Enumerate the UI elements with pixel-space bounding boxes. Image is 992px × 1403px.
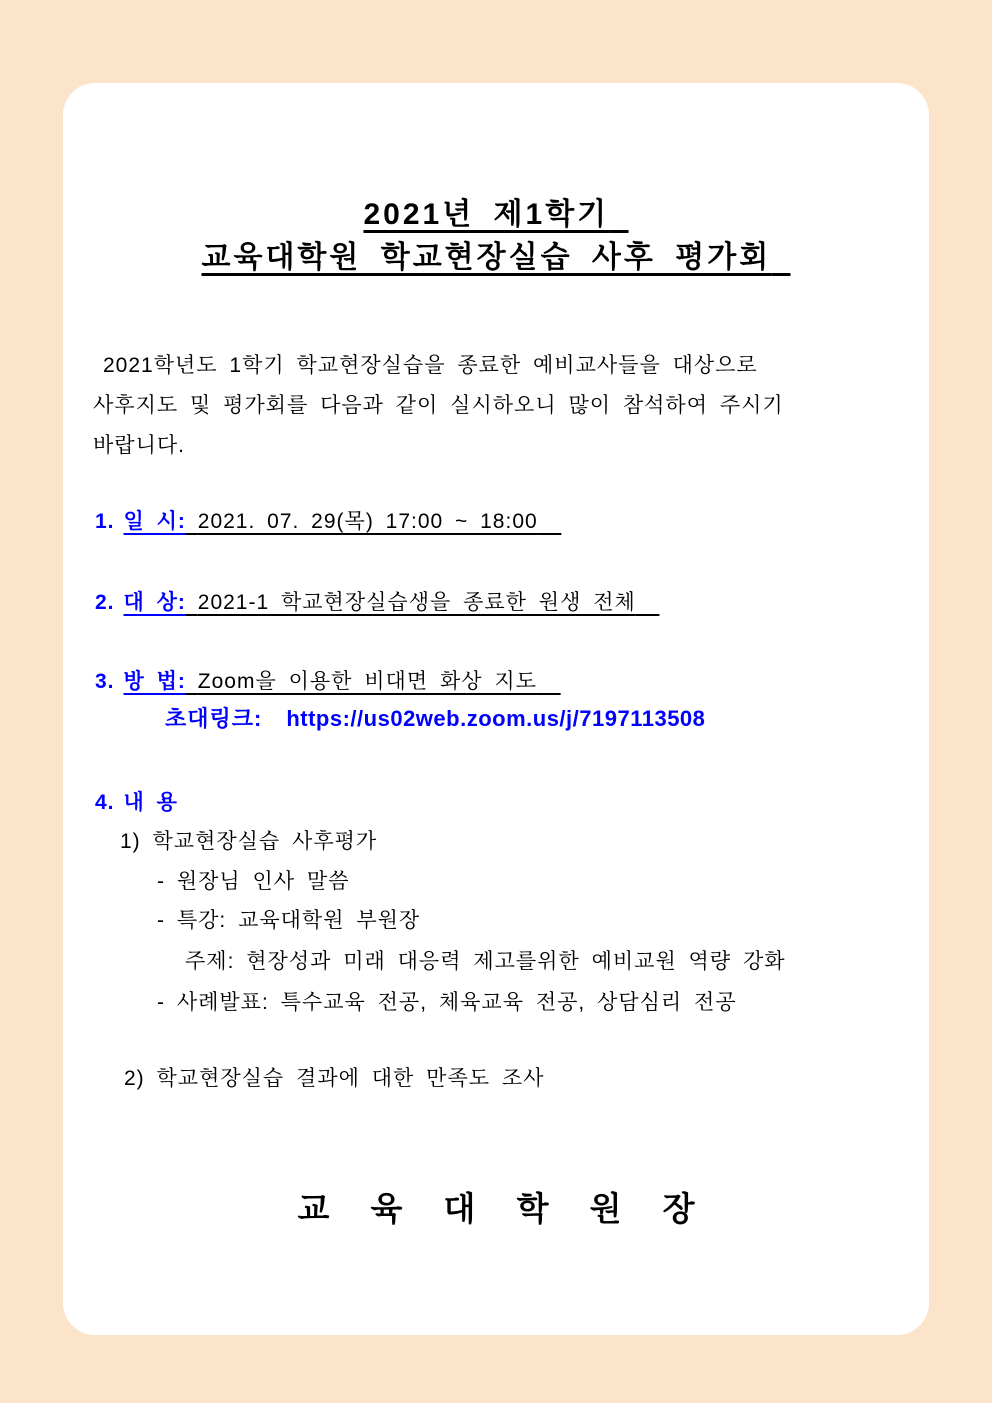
item-datetime-label: 일 시: [123,510,186,533]
contents-bullet-cases: - 사례발표: 특수교육 전공, 체육교육 전공, 상담심리 전공 [157,991,737,1014]
item-method [95,667,561,697]
document-title [63,193,929,279]
item-method-label: 방 법: [123,670,186,693]
item-target-value: 2021-1 학교현장실습생을 종료한 원생 전체 [197,591,636,614]
contents-bullet-lecture: - 특강: 교육대학원 부원장 [157,909,421,932]
intro-line-1: 2021학년도 1학기 학교현장실습을 종료한 예비교사들을 대상으로 [103,354,758,377]
contents-sub1: 1) 학교현장실습 사후평가 [120,830,378,853]
item-target [95,588,659,618]
item-datetime-number: 1. [95,510,115,533]
item-contents [95,788,178,818]
signature-dean: 교 육 대 학 원 장 [297,1190,704,1227]
item-method-number: 3. [95,670,115,693]
notice-card [63,83,929,1335]
item-contents-label: 내 용 [123,791,178,814]
item-method-value: Zoom을 이용한 비대면 화상 지도 [197,670,537,693]
invite-link-row [165,704,705,734]
contents-sub2: 2) 학교현장실습 결과에 대한 만족도 조사 [124,1067,545,1090]
item-datetime-value: 2021. 07. 29(목) 17:00 ~ 18:00 [197,510,538,533]
item-target-label: 대 상: [123,591,186,614]
title-line-1: 2021년 제1학기 [363,198,610,231]
intro-line-2: 사후지도 및 평가회를 다음과 같이 실시하오니 많이 참석하여 주시기 [93,394,784,417]
invite-link-label: 초대링크: [165,706,263,731]
item-target-number: 2. [95,591,115,614]
intro-paragraph [93,346,908,466]
contents-bullet-greeting: - 원장님 인사 말씀 [157,870,350,893]
contents-lecture-topic: 주제: 현장성과 미래 대응력 제고를위한 예비교원 역량 강화 [185,950,786,973]
item-datetime [95,507,561,537]
item-contents-number: 4. [95,791,115,814]
intro-line-3: 바랍니다. [93,434,185,457]
zoom-invite-link[interactable]: https://us02web.zoom.us/j/7197113508 [286,706,706,731]
title-line-2: 교육대학원 학교현장실습 사후 평가회 [201,241,772,274]
